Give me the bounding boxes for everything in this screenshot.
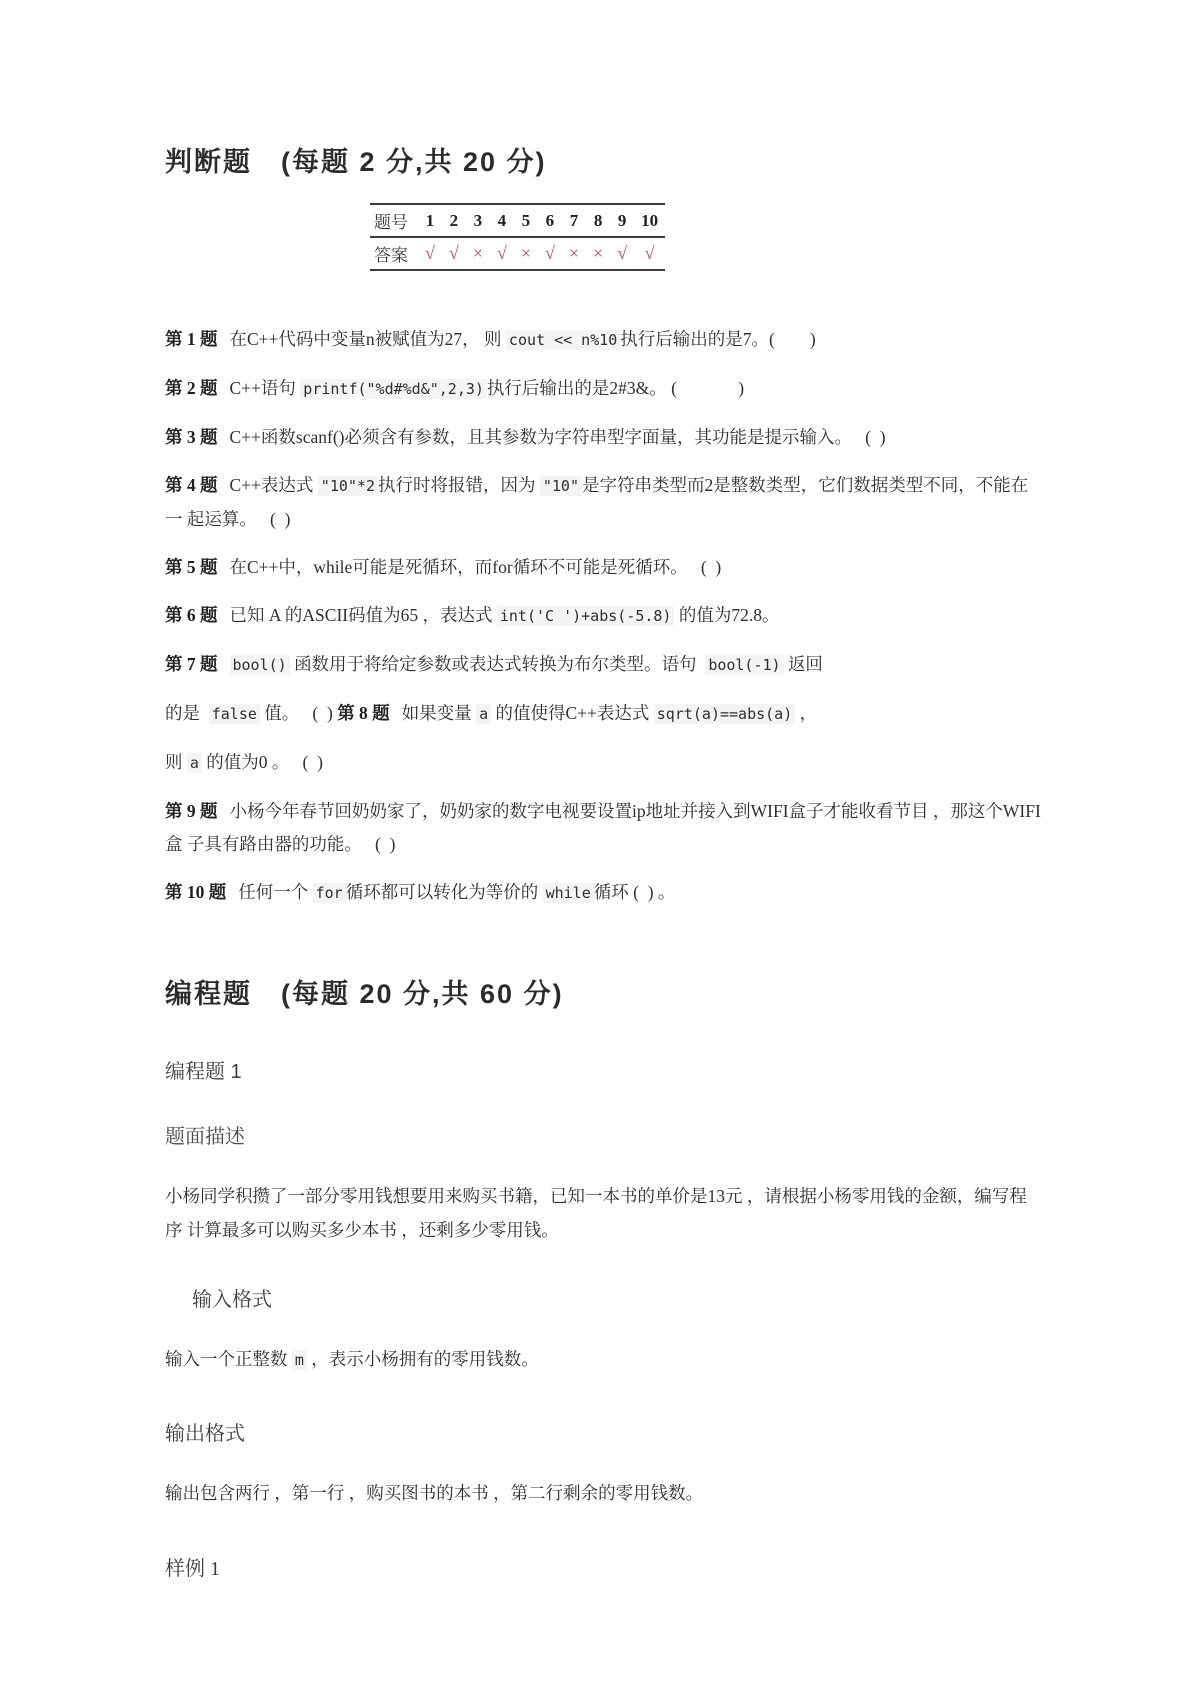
question-number-label: 第 7 题 (165, 654, 218, 674)
question-number-cell: 5 (521, 210, 531, 230)
code-snippet: a (476, 704, 491, 724)
cross-mark: × (472, 243, 483, 263)
code-snippet: bool(-1) (705, 655, 783, 675)
question-paragraph (165, 599, 1041, 633)
judge-section-title: 判断题 (每题 2 分,共 20 分) (165, 147, 547, 177)
question-text: 输出包含两行 ，第一行 ，购买图书的本书 ，第二行剩余的零用钱数。 (165, 1483, 704, 1503)
question-number-label: 第 5 题 (165, 557, 218, 577)
question-text: 如果变量 (401, 703, 477, 723)
question-text: 函数用于将给定参数或表达式转换为布尔类型。语句 (289, 654, 706, 674)
question-text: 的值使得C++表达式 (491, 703, 654, 723)
question-text: 返回 (783, 654, 823, 674)
code-snippet: m (292, 1350, 307, 1370)
question-paragraph (165, 372, 1041, 406)
code-snippet: for (313, 883, 346, 903)
programming-section-title: 编程题 (每题 20 分,共 60 分) (165, 979, 564, 1009)
check-mark: √ (425, 243, 435, 263)
code-snippet: "10"*2 (318, 476, 378, 496)
answer-table (370, 203, 665, 271)
check-mark: √ (617, 243, 628, 263)
question-number-label: 第 10 题 (165, 882, 227, 902)
question-text: 执行后输出的是7。( ) (620, 329, 816, 349)
problem1-heading: 编程题 1 (165, 1061, 242, 1083)
question-text: 的值为0 。 ( ) (201, 752, 323, 772)
problem-description (165, 1179, 1041, 1247)
question-paragraph (165, 648, 1041, 682)
code-snippet: while (543, 883, 594, 903)
check-mark: √ (544, 243, 555, 263)
problem-description-heading: 题面描述 (165, 1126, 245, 1148)
cross-mark: × (593, 243, 604, 263)
question-text: 任何一个 (238, 882, 313, 902)
sample1-heading: 样例 1 (165, 1558, 220, 1580)
question-number-cell: 4 (497, 210, 507, 230)
code-snippet: bool() (230, 655, 290, 675)
question-paragraph (165, 795, 1041, 861)
number-row-label: 题号 (374, 213, 408, 232)
code-snippet: cout << n%10 (506, 330, 620, 350)
question-text: 循环 ( ) 。 (593, 882, 676, 902)
question-paragraph (165, 421, 1041, 454)
question-text: 的值为72.8。 (674, 605, 780, 625)
question-number-cell: 2 (449, 210, 459, 230)
question-text: C++语句 (229, 378, 301, 398)
question-number-label: 第 2 题 (165, 378, 218, 398)
question-paragraph (165, 697, 1041, 731)
question-text: 小杨同学积攒了一部分零用钱想要用来购买书籍，已知一本书的单价是13元 ，请根据小杨零用钱的金额，编写程序 计算最多可以购买多少本书 ，还剩多少零用钱。 (165, 1186, 1027, 1240)
question-number-label: 第 8 题 (337, 703, 390, 723)
question-paragraph (165, 551, 1041, 584)
cross-mark: × (520, 243, 531, 263)
check-mark: √ (496, 243, 507, 263)
question-number-label: 第 4 题 (165, 475, 218, 495)
question-text: 输入一个正整数 (165, 1349, 292, 1369)
question-paragraph (165, 876, 1041, 910)
cross-mark: × (568, 243, 580, 263)
question-number-cell: 6 (545, 210, 555, 230)
question-number-cell: 9 (617, 210, 627, 230)
question-number-cell: 10 (641, 210, 659, 230)
check-mark: √ (644, 243, 655, 263)
question-number-cell: 3 (473, 210, 483, 230)
table-answer-row (370, 237, 665, 270)
code-snippet: printf("%d#%d&",2,3) (300, 379, 487, 399)
question-text: C++表达式 (229, 475, 318, 495)
check-mark: √ (448, 243, 459, 263)
question-text: ， (795, 703, 818, 723)
question-text: 小杨今年春节回奶奶家了，奶奶家的数字电视要设置ip地址并接入到WIFI盒子才能收看节目 ，那这个WIFI盒 子具有路由器的功能。 ( ) (165, 801, 1041, 854)
question-text: 的是 (165, 703, 209, 723)
question-paragraph (165, 469, 1041, 536)
question-number-label: 第 9 题 (165, 801, 218, 821)
output-format-heading: 输出格式 (165, 1423, 245, 1445)
question-text: 在C++中，while可能是死循环，而for循环不可能是死循环。 ( ) (229, 557, 722, 577)
input-description (165, 1342, 1041, 1377)
question-paragraph (165, 323, 1041, 357)
code-snippet: int('C ')+abs(-5.8) (497, 606, 675, 626)
question-text: 循环都可以转化为等价的 (345, 882, 543, 902)
question-text: 则 (165, 752, 187, 772)
question-text: 执行后输出的是2#3&。 ( ) (486, 378, 745, 398)
code-snippet: "10" (540, 476, 582, 496)
question-number-label: 第 6 题 (165, 605, 218, 625)
question-number-label: 第 3 题 (165, 427, 218, 447)
output-description (165, 1476, 1041, 1510)
question-text: 在C++代码中变量n被赋值为27， 则 (229, 329, 506, 349)
question-text: C++函数scanf()必须含有参数，且其参数为字符串型字面量，其功能是提示输入。 ( ) (229, 427, 886, 447)
question-text: 值。 ( ) (259, 703, 338, 723)
question-number-cell: 8 (593, 210, 603, 230)
question-paragraph (165, 746, 1041, 780)
table-number-row (370, 204, 665, 237)
answer-row-label: 答案 (374, 246, 408, 265)
question-number-cell: 1 (425, 210, 435, 230)
question-text: ，表示小杨拥有的零用钱数。 (306, 1349, 539, 1369)
questions-list (165, 323, 1041, 910)
question-number-cell: 7 (569, 210, 579, 230)
question-text: 执行时将报错，因为 (377, 475, 540, 495)
question-number-label: 第 1 题 (165, 329, 218, 349)
code-snippet: a (187, 753, 202, 773)
code-snippet: false (209, 704, 260, 724)
code-snippet: sqrt(a)==abs(a) (654, 704, 795, 724)
input-format-heading: 输入格式 (192, 1289, 272, 1311)
question-text: 是字符串类型而2是整数类型，它们数据类型不同，不能在一 起运算。 ( ) (165, 475, 1029, 529)
question-text: 已知 A 的ASCII码值为65 ，表达式 (229, 605, 497, 625)
